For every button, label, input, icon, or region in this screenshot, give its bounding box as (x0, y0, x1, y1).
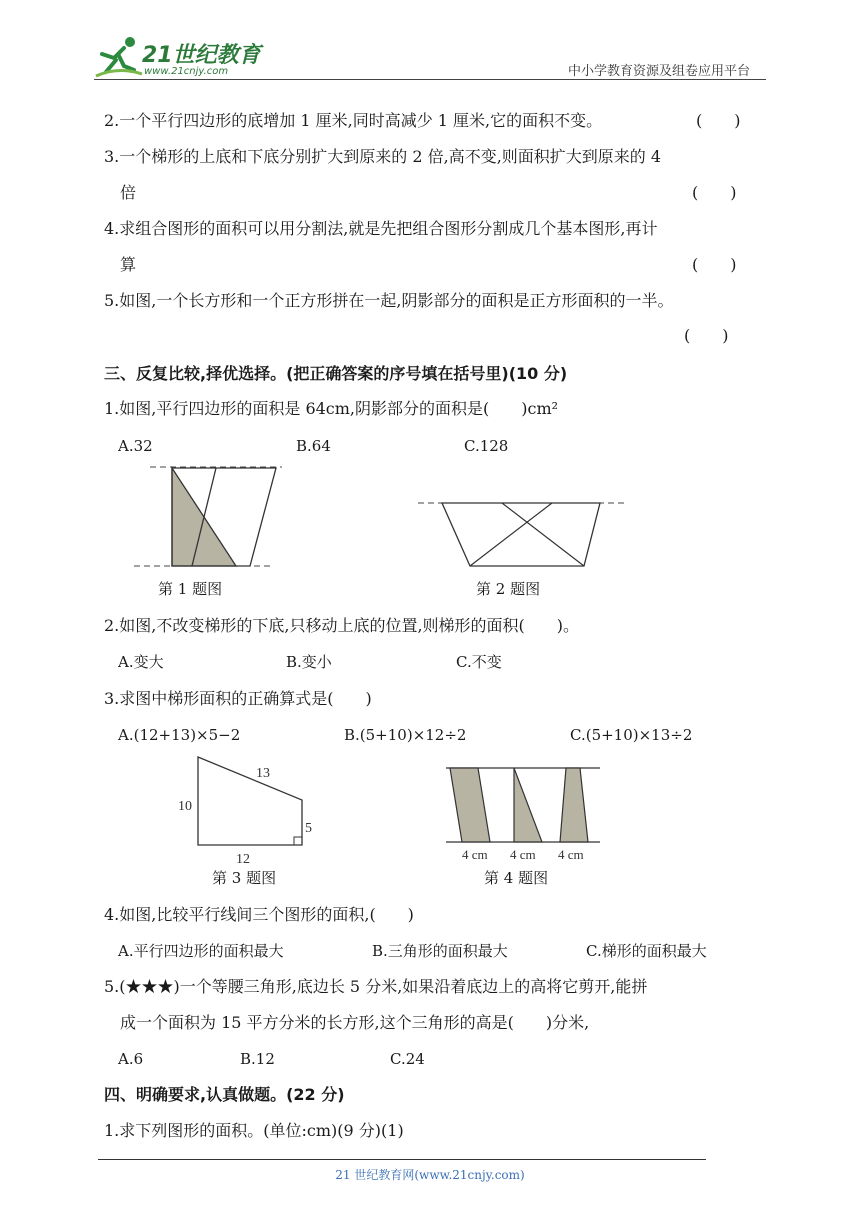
footer-rule (98, 1159, 706, 1160)
s3-q3-option-c[interactable]: C.(5+10)×13÷2 (570, 726, 693, 744)
fig3-label-top: 13 (256, 766, 270, 781)
answer-paren[interactable]: ( ) (692, 255, 737, 274)
header-rule (94, 79, 766, 80)
s3-q5-option-c[interactable]: C.24 (390, 1050, 425, 1068)
judge-q3-line2: 倍 (120, 183, 137, 202)
figure-1-parallelogram (130, 460, 290, 575)
s3-q3: 3.求图中梯形面积的正确算式是( ) (104, 689, 372, 708)
fig4-label-1: 4 cm (462, 847, 488, 862)
s3-q4: 4.如图,比较平行线间三个图形的面积,( ) (104, 905, 414, 924)
fig4-label-2: 4 cm (510, 847, 536, 862)
judge-q5: 5.如图,一个长方形和一个正方形拼在一起,阴影部分的面积是正方形面积的一半。 (104, 291, 674, 310)
s3-q2-option-c[interactable]: C.不变 (456, 653, 502, 671)
s3-q4-option-b[interactable]: B.三角形的面积最大 (372, 942, 508, 960)
figure-2-caption: 第 2 题图 (476, 580, 541, 598)
answer-paren[interactable]: ( ) (692, 183, 737, 202)
answer-paren[interactable]: ( ) (684, 326, 729, 345)
s3-q2-option-b[interactable]: B.变小 (286, 653, 332, 671)
s3-q3-option-b[interactable]: B.(5+10)×12÷2 (344, 726, 467, 744)
figure-1-caption: 第 1 题图 (158, 580, 223, 598)
s3-q1-option-c[interactable]: C.128 (464, 437, 509, 455)
judge-q2: 2.一个平行四边形的底增加 1 厘米,同时高减少 1 厘米,它的面积不变。 (104, 111, 603, 130)
s3-q1: 1.如图,平行四边形的面积是 64cm,阴影部分的面积是( )cm² (104, 399, 559, 418)
s3-q2: 2.如图,不改变梯形的下底,只移动上底的位置,则梯形的面积( )。 (104, 616, 580, 635)
figure-3-right-trapezoid (172, 752, 322, 867)
s3-q4-option-c[interactable]: C.梯形的面积最大 (586, 942, 707, 960)
s3-q1-option-a[interactable]: A.32 (118, 437, 153, 455)
figure-4-shapes-between-lines (444, 762, 604, 864)
header-logo (94, 36, 264, 82)
figure-4-caption: 第 4 题图 (484, 869, 549, 887)
s3-q3-option-a[interactable]: A.(12+13)×5−2 (118, 726, 241, 744)
s4-q1: 1.求下列图形的面积。(单位:cm)(9 分)(1) (104, 1121, 404, 1140)
s3-q4-option-a[interactable]: A.平行四边形的面积最大 (118, 942, 284, 960)
logo-sub-text: www.21cnjy.com (144, 66, 229, 77)
judge-q4-line2: 算 (120, 255, 137, 274)
section4-title: 四、明确要求,认真做题。(22 分) (104, 1085, 345, 1104)
fig3-label-bottom: 12 (236, 852, 250, 867)
fig3-label-left: 10 (178, 799, 192, 814)
s3-q2-option-a[interactable]: A.变大 (118, 653, 164, 671)
header-right-text: 中小学教育资源及组卷应用平台 (568, 64, 751, 79)
logo-main-text: 21世纪教育 (142, 43, 261, 68)
footer-text: 21 世纪教育网(www.21cnjy.com) (335, 1168, 525, 1182)
s3-q5-option-b[interactable]: B.12 (240, 1050, 275, 1068)
fig3-label-right: 5 (305, 821, 312, 836)
section3-title: 三、反复比较,择优选择。(把正确答案的序号填在括号里)(10 分) (104, 364, 568, 383)
runner-logo-icon (94, 36, 144, 80)
s3-q5-option-a[interactable]: A.6 (118, 1050, 144, 1068)
s3-q1-option-b[interactable]: B.64 (296, 437, 331, 455)
judge-q4-line1: 4.求组合图形的面积可以用分割法,就是先把组合图形分割成几个基本图形,再计 (104, 219, 658, 238)
s3-q5-line2: 成一个面积为 15 平方分米的长方形,这个三角形的高是( )分米, (120, 1013, 590, 1032)
s3-q5-line1: 5.(★★★)一个等腰三角形,底边长 5 分米,如果沿着底边上的高将它剪开,能拼 (104, 977, 648, 996)
judge-q3-line1: 3.一个梯形的上底和下底分别扩大到原来的 2 倍,高不变,则面积扩大到原来的 4 (104, 147, 662, 166)
figure-3-caption: 第 3 题图 (212, 869, 277, 887)
fig4-label-3: 4 cm (558, 847, 584, 862)
answer-paren[interactable]: ( ) (696, 111, 741, 130)
figure-2-trapezoid (418, 490, 630, 572)
